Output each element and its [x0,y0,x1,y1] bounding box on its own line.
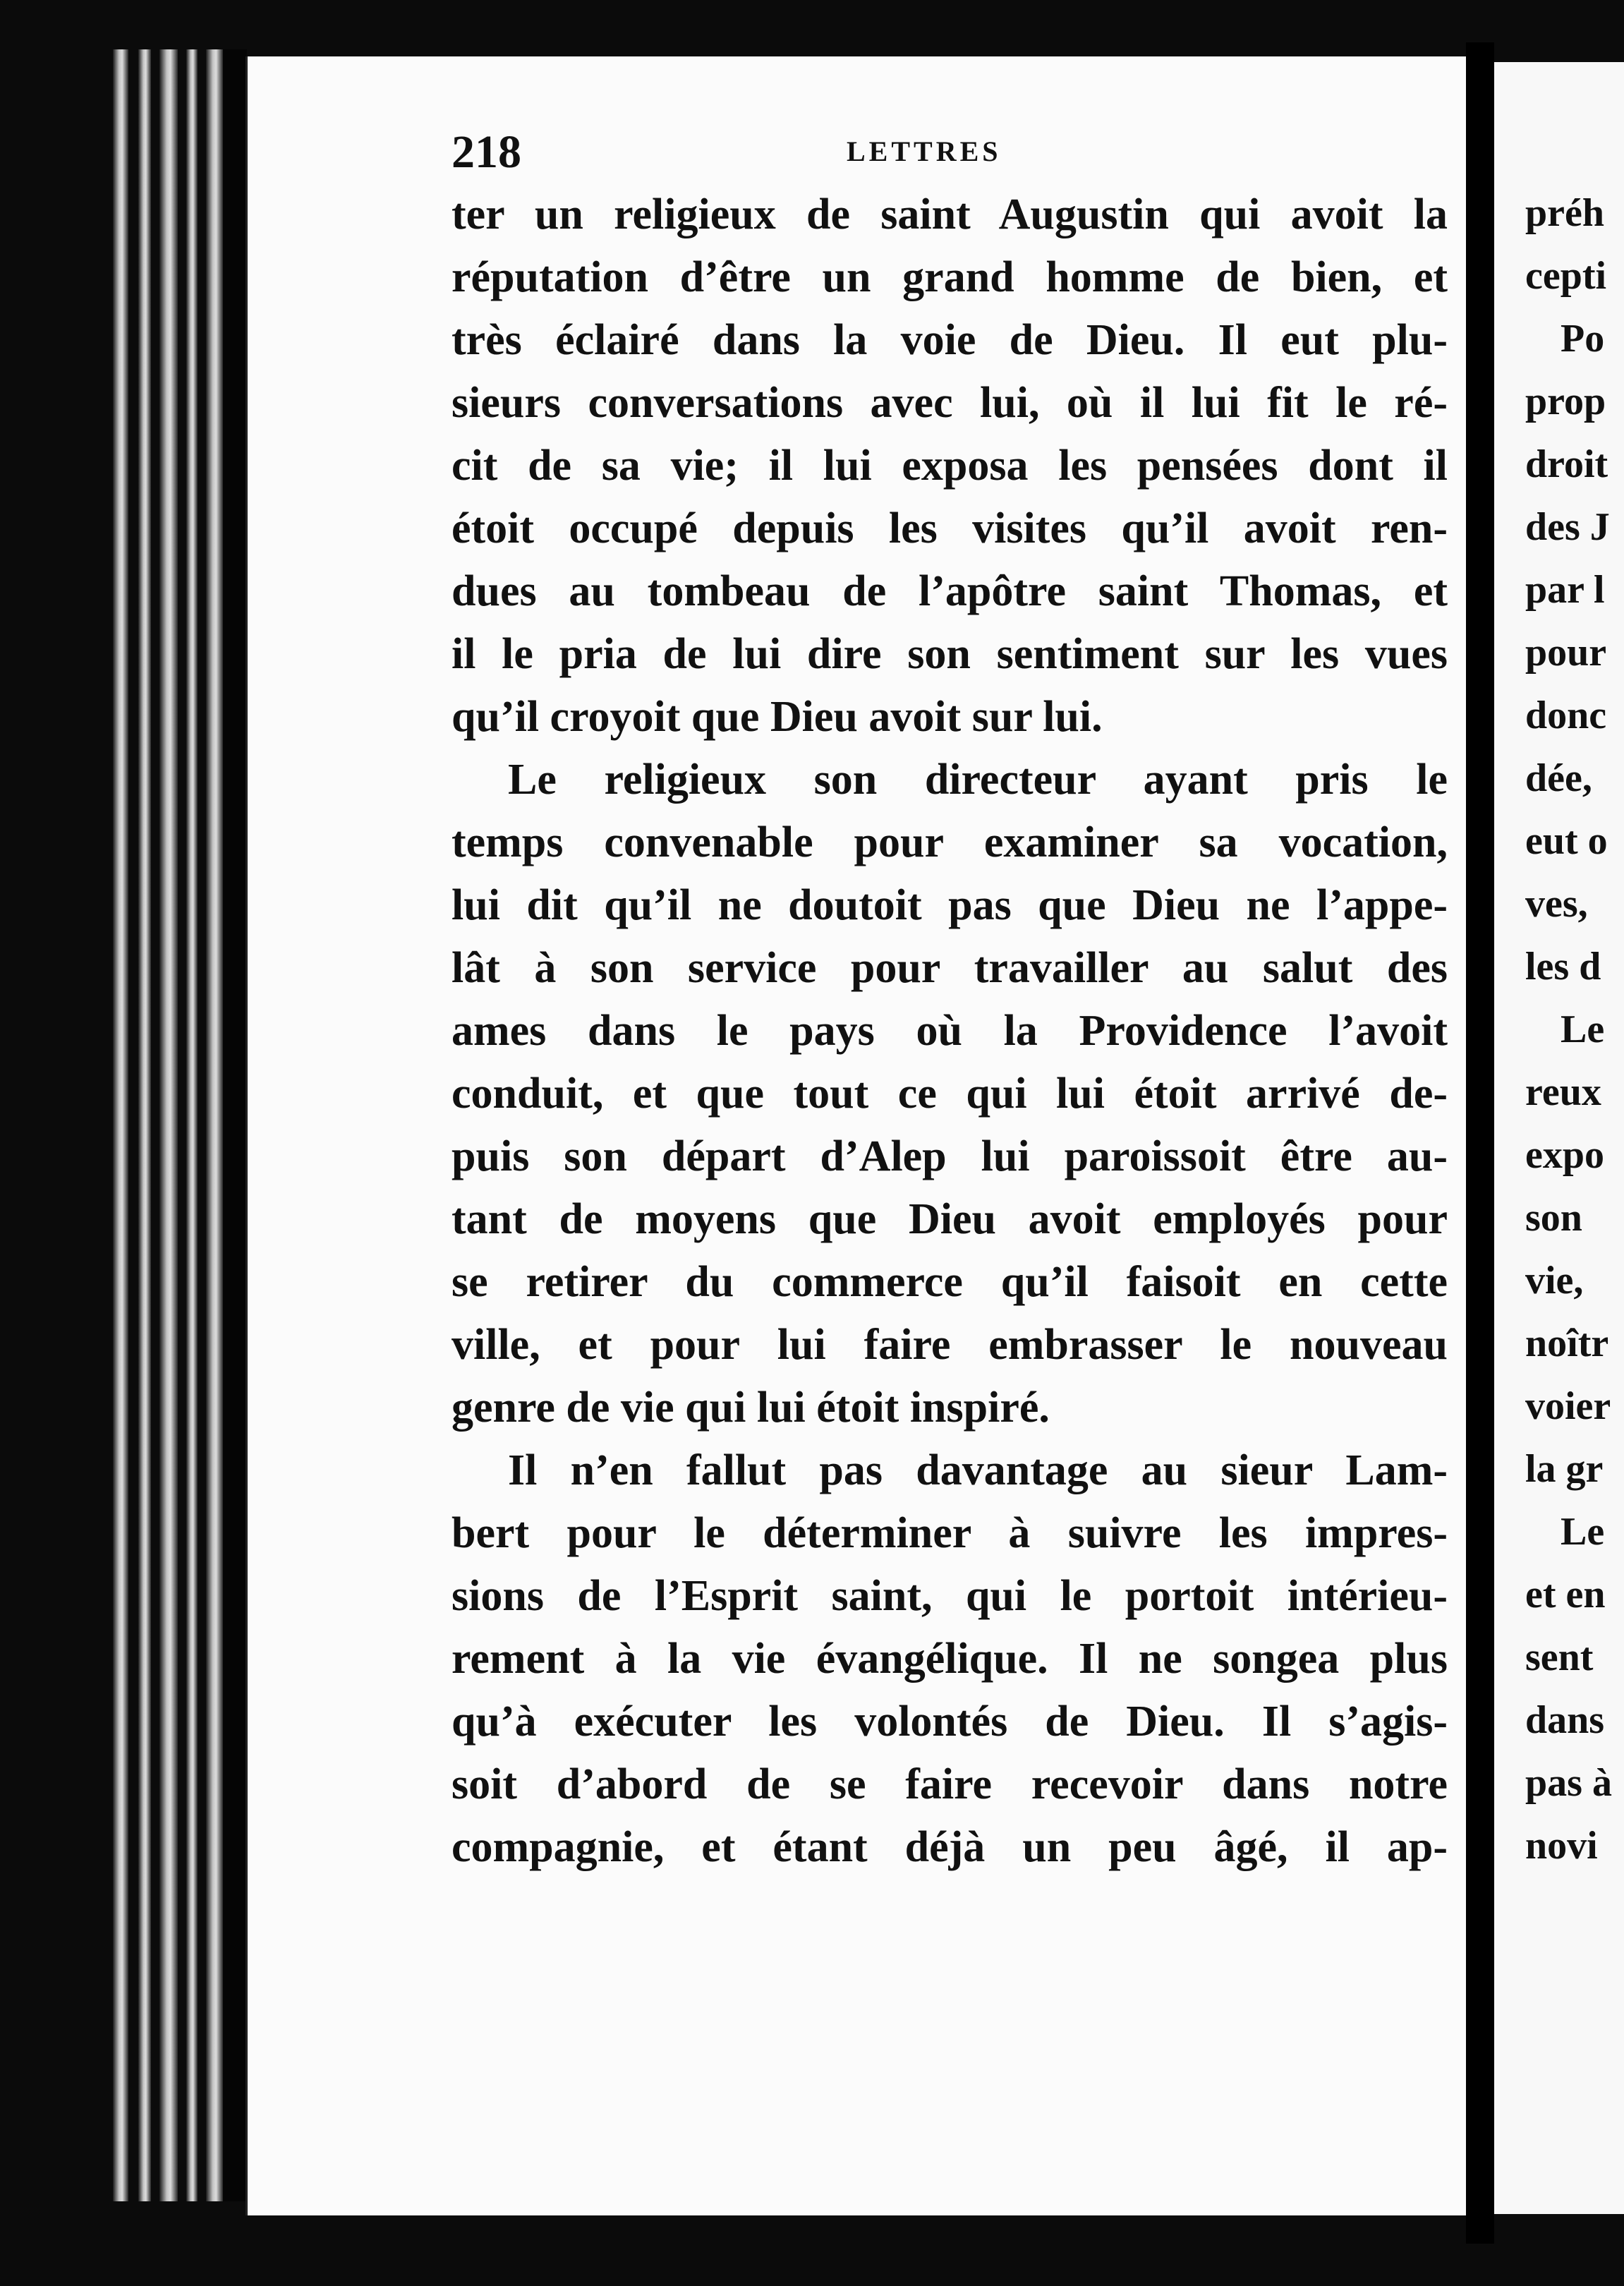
page-edge [138,49,151,2201]
text-line: expo [1525,1133,1604,1177]
text-line: ves, [1525,882,1588,926]
text-line: Le religieux son directeur ayant pris le [508,756,1448,804]
page-edge [113,49,128,2201]
text-line: qu’il croyoit que Dieu avoit sur lui. [452,693,1103,741]
page-edge [206,49,223,2201]
text-line: puis son départ d’Alep lui paroissoit être au- [452,1132,1448,1180]
text-line: la gr [1525,1447,1604,1491]
text-line: sent [1525,1635,1594,1679]
right-page-body [1525,182,1612,1877]
text-line: lui dit qu’il ne doutoit pas que Dieu ne l’appe- [452,881,1448,929]
text-line: Po [1561,317,1605,361]
running-head-title: LETTRES [847,135,1002,167]
text-line: rement à la vie évangélique. Il ne songea plus [452,1635,1448,1683]
left-page-body [452,183,1448,1879]
text-line: Le [1561,1008,1605,1051]
text-line: eut o [1525,819,1608,863]
text-line: prop [1525,380,1606,423]
text-line: cepti [1525,254,1607,298]
text-line: dée, [1525,756,1592,800]
running-head [452,124,1448,181]
text-line: il le pria de lui dire son sentiment sur les vues [452,630,1448,678]
text-line: temps convenable pour examiner sa vocation, [452,818,1448,866]
text-line: très éclairé dans la voie de Dieu. Il eut plu- [452,316,1448,364]
text-line: sieurs conversations avec lui, où il lui fit le ré- [452,379,1448,427]
text-line: pour [1525,631,1607,675]
text-line: donc [1525,694,1607,737]
text-line: pas à [1525,1761,1612,1805]
text-line: son [1525,1196,1582,1240]
text-line: reux [1525,1070,1601,1114]
text-line: se retirer du commerce qu’il faisoit en cette [452,1258,1448,1306]
right-page [1494,62,1624,2214]
text-line: lât à son service pour travailler au salut des [452,944,1448,992]
text-line: conduit, et que tout ce qui lui étoit arrivé de- [452,1070,1448,1118]
book-spine [1466,42,1494,2244]
text-line: Le [1561,1510,1605,1554]
page-edge [159,49,178,2201]
text-line: étoit occupé depuis les visites qu’il avoit ren- [452,504,1448,552]
text-line: ames dans le pays où la Providence l’avoit [452,1007,1448,1055]
page-edge [186,49,198,2201]
text-line: les d [1525,945,1601,988]
text-line: voier [1525,1384,1611,1428]
text-line: novi [1525,1824,1598,1868]
text-line: bert pour le déterminer à suivre les impres- [452,1509,1448,1557]
page-number: 218 [452,126,521,178]
text-line: soit d’abord de se faire recevoir dans notre [452,1760,1448,1808]
text-line: ville, et pour lui faire embrasser le nouveau [452,1321,1448,1369]
text-line: vie, [1525,1259,1584,1302]
text-line: sions de l’Esprit saint, qui le portoit intérieu- [452,1572,1448,1620]
text-line: noîtr [1525,1322,1609,1365]
text-line: et en [1525,1573,1606,1616]
text-line: tant de moyens que Dieu avoit employés pour [452,1195,1448,1243]
text-line: dans [1525,1698,1605,1742]
text-line: dues au tombeau de l’apôtre saint Thomas, et [452,567,1448,615]
text-line: genre de vie qui lui étoit inspiré. [452,1384,1050,1432]
text-line: cit de sa vie; il lui exposa les pensées dont il [452,442,1448,490]
text-line: qu’à exécuter les volontés de Dieu. Il s’agis- [452,1698,1448,1746]
text-line: des J [1525,505,1610,549]
text-line: ter un religieux de saint Augustin qui avoit la [452,190,1448,238]
text-line: réputation d’être un grand homme de bien, et [452,253,1448,301]
text-line: droit [1525,442,1608,486]
text-line: préh [1525,191,1604,235]
gutter-shadow [223,49,247,2201]
text-line: compagnie, et étant déjà un peu âgé, il ap- [452,1823,1448,1871]
text-line: Il n’en fallut pas davantage au sieur Lam- [508,1446,1448,1494]
text-line: par l [1525,568,1605,612]
